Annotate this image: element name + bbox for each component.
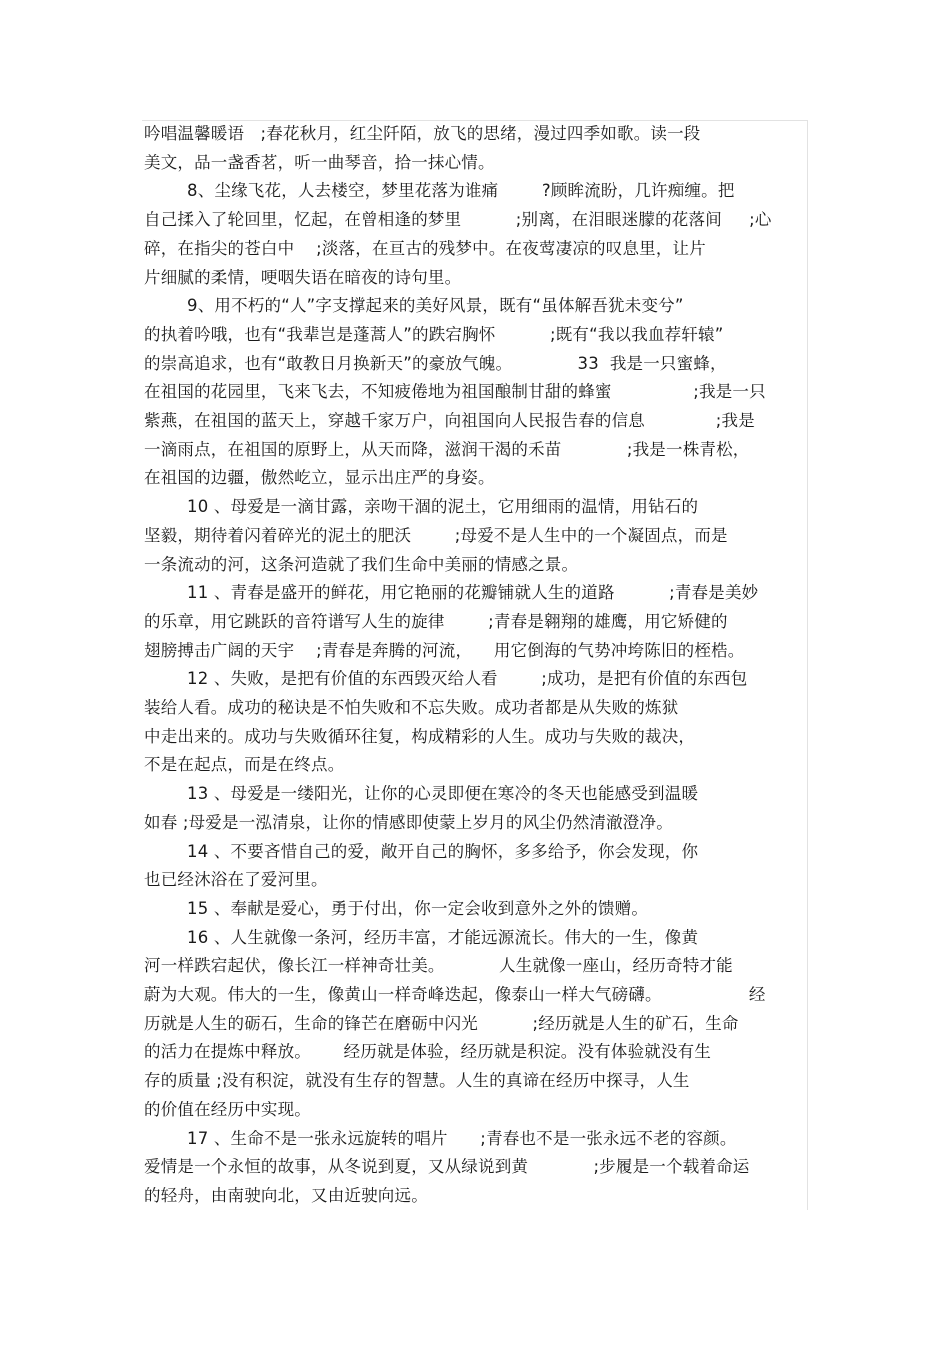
text-line: 11 、青春是盛开的鲜花，用它艳丽的花瓣铺就人生的道路 ;青春是美妙 — [187, 583, 759, 603]
text-line: 的轻舟，由南驶向北，又由近驶向远。 — [144, 1185, 428, 1205]
text-line: 存的质量 ;没有积淀，就没有生存的智慧。人生的真谛在经历中探寻，人生 — [144, 1071, 690, 1091]
text-line: 9、用不朽的“人”字支撑起来的美好风景，既有“虽体解吾犹未变兮” — [187, 296, 684, 316]
text-line: 14 、不要吝惜自己的爱，敞开自己的胸怀，多多给予，你会发现，你 — [187, 841, 699, 861]
text-line: 13 、母爱是一缕阳光，让你的心灵即便在寒冷的冬天也能感受到温暖 — [187, 784, 699, 804]
text-line: 的乐章，用它跳跃的音符谱写人生的旋律 ;青春是翱翔的雄鹰，用它矫健的 — [144, 611, 728, 631]
text-line: 中走出来的。成功与失败循环往复，构成精彩的人生。成功与失败的裁决， — [144, 726, 696, 746]
text-line: 自己揉入了轮回里，忆起，在曾相逢的梦里 ;别离，在泪眼迷朦的花落间 ;心 — [144, 210, 772, 230]
text-line: 在祖国的边疆，傲然屹立，显示出庄严的身姿。 — [144, 468, 495, 488]
text-line: 坚毅，期待着闪着碎光的泥土的肥沃 ;母爱不是人生中的一个凝固点，而是 — [144, 525, 728, 545]
text-line: 16 、人生就像一条河，经历丰富，才能远源流长。伟大的一生，像黄 — [187, 927, 699, 947]
text-line: 17 、生命不是一张永远旋转的唱片 ;青春也不是一张永远不老的容颜。 — [187, 1128, 737, 1148]
text-line: 历就是人生的砺石，生命的锋芒在磨砺中闪光 ;经历就是人生的矿石，生命 — [144, 1013, 739, 1033]
text-line: 在祖国的花园里，飞来飞去，不知疲倦地为祖国酿制甘甜的蜂蜜 ;我是一只 — [144, 382, 766, 402]
text-line: 的崇高追求，也有“敢教日月换新天”的豪放气魄。 33 我是一只蜜蜂， — [144, 353, 727, 373]
text-line: 爱情是一个永恒的故事，从冬说到夏，又从绿说到黄 ;步履是一个载着命运 — [144, 1157, 750, 1177]
text-line: 紫燕，在祖国的蓝天上，穿越千家万户，向祖国向人民报告春的信息 ;我是 — [144, 411, 755, 430]
text-line: 片细腻的柔情，哽咽失语在暗夜的诗句里。 — [144, 267, 462, 287]
text-line: 一滴雨点，在祖国的原野上，从天而降，滋润干渴的禾苗 ;我是一株青松， — [144, 439, 750, 459]
text-line: 碎，在指尖的苍白中 ;淡落，在亘古的残梦中。在夜莺凄凉的叹息里，让片 — [144, 238, 706, 258]
text-line: 美文，品一盏香茗，听一曲琴音，拾一抹心情。 — [144, 152, 495, 172]
text-line: 也已经沐浴在了爱河里。 — [144, 870, 328, 890]
text-line: 翅膀搏击广阔的天宇 ;青春是奔腾的河流， 用它倒海的气势冲垮陈旧的桎梏。 — [144, 640, 745, 660]
text-line: 吟唱温馨暖语 ;春花秋月，红尘阡陌，放飞的思绪，漫过四季如歌。读一段 — [144, 124, 701, 143]
text-line: 蔚为大观。伟大的一生，像黄山一样奇峰迭起，像泰山一样大气磅礴。 经 — [144, 985, 766, 1004]
text-line: 装给人看。成功的秘诀是不怕失败和不忘失败。成功者都是从失败的炼狱 — [144, 698, 679, 717]
text-line: 的价值在经历中实现。 — [144, 1099, 311, 1119]
text-line: 如春 ;母爱是一泓清泉，让你的情感即使蒙上岁月的风尘仍然清澈澄净。 — [144, 812, 673, 832]
text-line: 15 、奉献是爱心，勇于付出，你一定会收到意外之外的馈赠。 — [187, 898, 649, 918]
text-line: 的活力在提炼中释放。 经历就是体验，经历就是积淀。没有体验就没有生 — [144, 1042, 712, 1062]
text-line: 河一样跌宕起伏，像长江一样神奇壮美。 人生就像一座山，经历奇特才能 — [144, 956, 733, 976]
text-line: 8、尘缘飞花，人去楼空，梦里花落为谁痛 ?顾眸流盼，几许痴缠。把 — [187, 181, 735, 201]
text-line: 一条流动的河，这条河造就了我们生命中美丽的情感之景。 — [144, 554, 579, 574]
text-line: 12 、失败，是把有价值的东西毁灭给人看 ;成功，是把有价值的东西包 — [187, 669, 748, 689]
text-line: 不是在起点，而是在终点。 — [144, 755, 345, 775]
text-line: 的执着吟哦，也有“我辈岂是蓬蒿人”的跌宕胸怀 ;既有“我以我血荐轩辕” — [144, 324, 724, 344]
text-line: 10 、母爱是一滴甘露，亲吻干涸的泥土，它用细雨的温情，用钻石的 — [187, 497, 699, 517]
